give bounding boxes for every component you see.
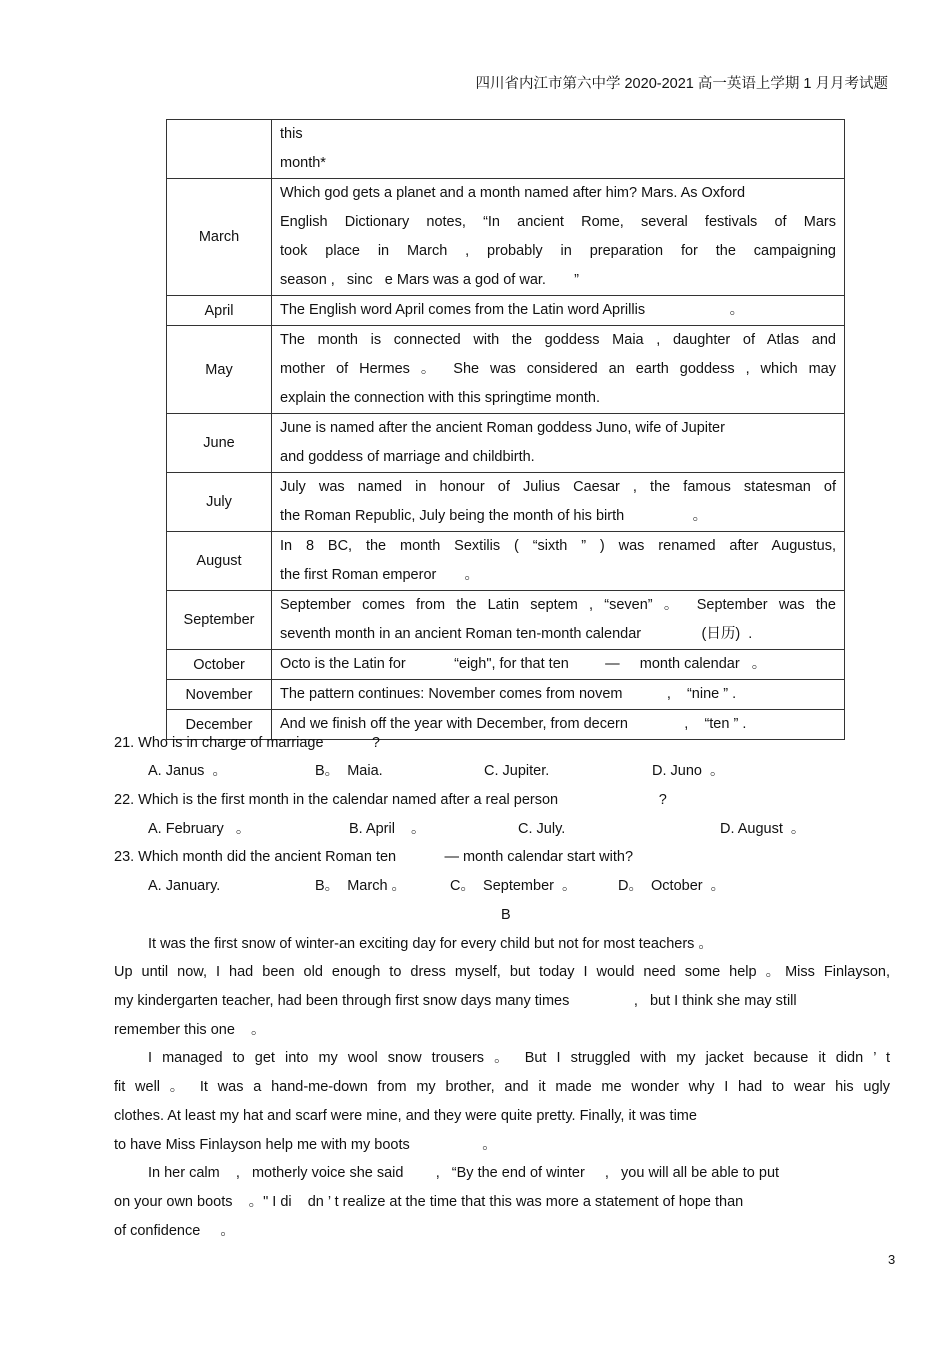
description-line: The pattern continues: November comes from novem , “nine ” . <box>280 686 737 702</box>
description-cell <box>272 650 845 680</box>
passage-line: to have Miss Finlayson help me with my boots 。 <box>114 1137 497 1153</box>
description-line: season , sinc e Mars was a god of war. ” <box>280 272 579 288</box>
passage-line: of confidence 。 <box>114 1223 235 1239</box>
table-row <box>167 680 845 710</box>
option: A. February 。 <box>148 821 251 837</box>
description-line: The month is connected with the goddess Maia , daughter of Atlas and <box>280 332 836 348</box>
description-line: English Dictionary notes, “In ancient Rome, several festivals of Mars <box>280 214 836 230</box>
description-line: Which god gets a planet and a month named after him? Mars. As Oxford <box>280 185 746 201</box>
month-cell: April <box>167 296 272 326</box>
table-row <box>167 179 845 296</box>
question-text: 23. Which month did the ancient Roman ten — month calendar start with? <box>114 849 634 865</box>
description-cell <box>272 179 845 296</box>
option: A. January. <box>148 878 221 894</box>
question-text: 22. Which is the first month in the calendar named after a real person ? <box>114 792 667 808</box>
month-cell: June <box>167 414 272 473</box>
description-line: took place in March , probably in preparation for the campaigning <box>280 243 836 259</box>
passage-line: clothes. At least my hat and scarf were mine, and they were quite pretty. Finally, it was time <box>114 1108 697 1124</box>
description-line: month* <box>280 155 326 171</box>
description-line: this <box>280 126 303 142</box>
option: C. July. <box>518 821 566 837</box>
description-line: mother of Hermes 。 She was considered an earth goddess , which may <box>280 361 836 377</box>
option: C。 September 。 <box>450 878 577 894</box>
description-line: explain the connection with this springtime month. <box>280 390 600 406</box>
month-cell: July <box>167 473 272 532</box>
passage-line: on your own boots 。" I di dn ’ t realize at the time that this was more a statement of hope than <box>114 1194 744 1210</box>
description-line: Octo is the Latin for “eigh", for that ten — month calendar 。 <box>280 656 767 672</box>
description-line: the Roman Republic, July being the month of his birth 。 <box>280 508 708 524</box>
passage-line: I managed to get into my wool snow trousers 。 But I struggled with my jacket because it didn ’ t <box>148 1050 890 1066</box>
description-line: seventh month in an ancient Roman ten-month calendar (日历) . <box>280 626 753 642</box>
description-line: In 8 BC, the month Sextilis ( “sixth ” ) was renamed after Augustus, <box>280 538 836 554</box>
passage-line: fit well 。 It was a hand-me-down from my brother, and it made me wonder why I had to wear his ugly <box>114 1079 890 1095</box>
passage-line: It was the first snow of winter-an exciting day for every child but not for most teachers 。 <box>148 936 713 952</box>
description-cell <box>272 414 845 473</box>
month-cell: March <box>167 179 272 296</box>
month-cell: September <box>167 591 272 650</box>
description-cell <box>272 473 845 532</box>
option: A. Janus 。 <box>148 763 227 779</box>
month-cell: August <box>167 532 272 591</box>
option: D. Juno 。 <box>652 763 725 779</box>
description-cell <box>272 326 845 414</box>
page-header: 四川省内江市第六中学 2020-2021 高一英语上学期 1 月月考试题 <box>475 76 888 92</box>
description-cell <box>272 296 845 326</box>
description-cell <box>272 532 845 591</box>
months-table <box>166 119 845 740</box>
passage-line: Up until now, I had been old enough to dress myself, but today I would need some help 。Miss Finlayson, <box>114 964 890 980</box>
page-number: 3 <box>888 1252 896 1267</box>
table-row <box>167 473 845 532</box>
description-cell <box>272 680 845 710</box>
option: D。 October 。 <box>618 878 726 894</box>
option: B。 Maia. <box>315 763 383 779</box>
table-row <box>167 414 845 473</box>
description-line: September comes from the Latin septem , “seven” 。 September was the <box>280 597 836 613</box>
description-line: The English word April comes from the Latin word Aprillis 。 <box>280 302 745 318</box>
description-line: the first Roman emperor 。 <box>280 567 480 583</box>
month-cell: November <box>167 680 272 710</box>
description-line: July was named in honour of Julius Caesar , the famous statesman of <box>280 479 836 495</box>
table-row <box>167 120 845 179</box>
month-cell <box>167 120 272 179</box>
description-line: and goddess of marriage and childbirth. <box>280 449 535 465</box>
option: B。 March 。 <box>315 878 407 894</box>
table-row <box>167 591 845 650</box>
option: D. August 。 <box>720 821 806 837</box>
month-cell: May <box>167 326 272 414</box>
passage-line: In her calm , motherly voice she said , “By the end of winter , you will all be able to put <box>148 1165 780 1181</box>
description-cell <box>272 120 845 179</box>
section-heading: B <box>501 907 511 923</box>
option: C. Jupiter. <box>484 763 550 779</box>
passage-line: my kindergarten teacher, had been through first snow days many times , but I think she may still <box>114 993 797 1009</box>
option: B. April 。 <box>349 821 426 837</box>
table-row <box>167 296 845 326</box>
month-cell: October <box>167 650 272 680</box>
table-row <box>167 650 845 680</box>
passage-line: remember this one 。 <box>114 1022 266 1038</box>
description-line: June is named after the ancient Roman goddess Juno, wife of Jupiter <box>280 420 725 436</box>
table-row <box>167 532 845 591</box>
month-cell: December <box>167 710 272 740</box>
question-text: 21. Who is in charge of marriage ? <box>114 735 380 751</box>
table-row <box>167 326 845 414</box>
description-cell <box>272 591 845 650</box>
description-line: And we finish off the year with December, from decern , “ten ” . <box>280 716 747 732</box>
